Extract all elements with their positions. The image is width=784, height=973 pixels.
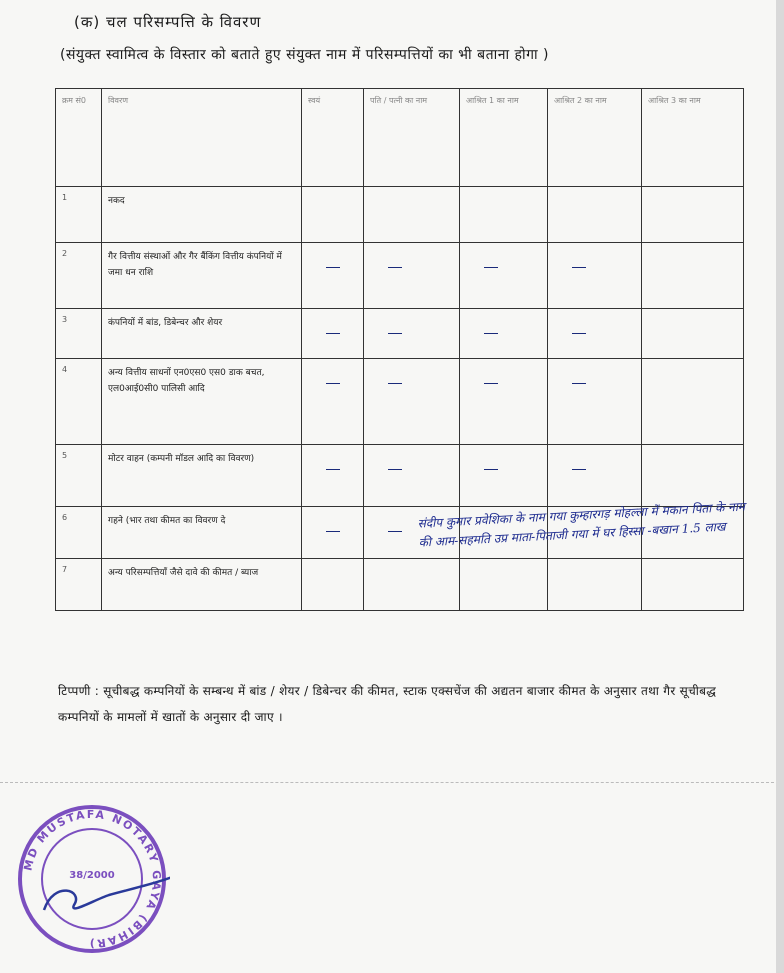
- row-serial: 1: [56, 187, 102, 243]
- dash-mark: [484, 333, 498, 334]
- row-serial: 4: [56, 359, 102, 445]
- seal-center-text: 38/2000: [69, 870, 115, 881]
- dash-mark: [388, 531, 402, 532]
- row-description: नकद: [102, 187, 302, 243]
- dash-mark: [326, 267, 340, 268]
- row-serial: 7: [56, 559, 102, 611]
- row-description: कंपनियों में बांड, डिबेन्चर और शेयर: [102, 309, 302, 359]
- dash-mark: [388, 267, 402, 268]
- cell-spouse: [364, 243, 460, 309]
- dash-mark: [326, 469, 340, 470]
- table-row: [56, 559, 744, 611]
- dash-mark: [388, 383, 402, 384]
- section-heading: (क) चल परिसम्पत्ति के विवरण: [74, 13, 262, 31]
- cell-dependent-2: [548, 243, 642, 309]
- table-row: [56, 445, 744, 507]
- dash-mark: [484, 383, 498, 384]
- page-edge: [776, 0, 784, 973]
- row-description: गैर वित्तीय संस्थाओं और गैर बैंकिंग वित्तीय कंपनियों में जमा धन राशि: [102, 243, 302, 309]
- table-row: [56, 243, 744, 309]
- header-serial: क्रम सं0: [56, 89, 102, 187]
- dash-mark: [572, 267, 586, 268]
- dash-mark: [484, 267, 498, 268]
- header-spouse: पति / पत्नी का नाम: [364, 89, 460, 187]
- seal-ring-text: MD MUSTAFA NOTARY GAYA (BIHAR): [21, 807, 164, 951]
- header-dependent-2: आश्रित 2 का नाम: [548, 89, 642, 187]
- row-description: अन्य वित्तीय साधनों एन0एस0 एस0 डाक बचत, एल0आई0सी0 पालिसी आदि: [102, 359, 302, 445]
- row-description: अन्य परिसम्पत्तियाँ जैसे दावे की कीमत / ब्याज: [102, 559, 302, 611]
- divider: [0, 782, 784, 783]
- header-dependent-1: आश्रित 1 का नाम: [460, 89, 548, 187]
- dash-mark: [572, 383, 586, 384]
- row-description: मोटर वाहन (कम्पनी मॉडल आदि का विवरण): [102, 445, 302, 507]
- dash-mark: [484, 469, 498, 470]
- header-description: विवरण: [102, 89, 302, 187]
- dash-mark: [326, 383, 340, 384]
- row-description: गहने (भार तथा कीमत का विवरण दे: [102, 507, 302, 559]
- dash-mark: [572, 469, 586, 470]
- dash-mark: [326, 333, 340, 334]
- table-row: [56, 359, 744, 445]
- table-row: [56, 187, 744, 243]
- header-dependent-3: आश्रित 3 का नाम: [642, 89, 744, 187]
- section-subheading: (संयुक्त स्वामित्व के विस्तार को बताते हुए संयुक्त नाम में परिसम्पत्तियों का भी बताना होगा ): [60, 47, 550, 63]
- table-row: [56, 309, 744, 359]
- notary-seal: [14, 800, 170, 958]
- footnote: टिप्पणी : सूचीबद्ध कम्पनियों के सम्बन्ध में बांड / शेयर / डिबेन्चर की कीमत, स्टाक एक्सचेंज की अद्यतन बाजार कीमत के अनुसार तथा गैर सूचीबद्ध कम्पनियों के मामलों में खातों के अनुसार दी जाए ।: [58, 684, 717, 724]
- row-serial: 5: [56, 445, 102, 507]
- cell-dependent-1: [460, 243, 548, 309]
- row-serial: 3: [56, 309, 102, 359]
- cell-self: [302, 243, 364, 309]
- dash-mark: [388, 469, 402, 470]
- dash-mark: [326, 531, 340, 532]
- row-serial: 2: [56, 243, 102, 309]
- dash-mark: [388, 333, 402, 334]
- dash-mark: [572, 333, 586, 334]
- table-header-row: [56, 89, 744, 187]
- header-self: स्वयं: [302, 89, 364, 187]
- row-serial: 6: [56, 507, 102, 559]
- handwritten-note: संदीप कुमार प्रवेशिका के नाम गया कुम्हारगड़ मोहल्ला में मकान पिता के नाम की आम-सहमति उप्र माता-पिताजी गया में घर हिस्सा -बखान 1.5 लाख: [417, 499, 746, 550]
